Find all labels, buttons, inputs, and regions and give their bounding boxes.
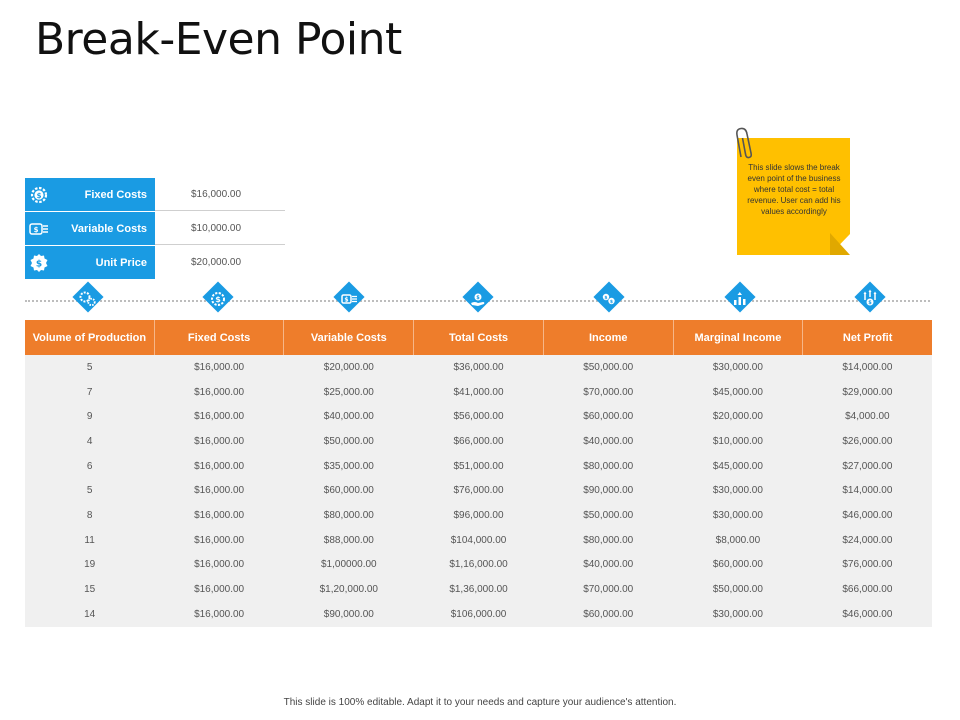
table-cell: $45,000.00 [673,380,803,405]
svg-text:$: $ [609,300,614,305]
table-cell: $16,000.00 [154,404,284,429]
table-cell: $50,000.00 [673,577,803,602]
table-cell: $90,000.00 [284,602,414,627]
table-cell: $16,000.00 [154,454,284,479]
table-row [25,355,932,380]
page-title: Break-Even Point [35,14,402,65]
table-cell: $50,000.00 [543,355,673,380]
summary-row-unit-price [25,246,285,280]
table-cell: $4,000.00 [803,404,932,429]
table-row [25,528,932,553]
sticky-note-fold [830,233,850,255]
table-cell: $60,000.00 [673,553,803,578]
table-cell: $36,000.00 [414,355,544,380]
table-cell: $90,000.00 [543,478,673,503]
hand-coin-icon [466,287,490,311]
table-cell: $16,000.00 [154,602,284,627]
summary-table [25,178,285,280]
table-header-row [25,320,932,355]
table-row [25,380,932,405]
table-row [25,577,932,602]
table-cell: 11 [25,528,154,553]
table-cell: $50,000.00 [284,429,414,454]
column-header: Volume of Production [25,320,154,355]
table-cell: $80,000.00 [284,503,414,528]
dollar-badge-icon [29,253,49,273]
table-cell: 5 [25,355,154,380]
table-cell: $50,000.00 [543,503,673,528]
svg-text:$: $ [215,295,221,304]
svg-text:$: $ [35,259,43,270]
column-header: Fixed Costs [154,320,284,355]
table-cell: $40,000.00 [543,429,673,454]
table-cell: 4 [25,429,154,454]
gear-dollar-icon [206,287,230,311]
table-cell: $25,000.00 [284,380,414,405]
column-header: Variable Costs [284,320,414,355]
table-row [25,553,932,578]
table-cell: $16,000.00 [154,503,284,528]
money-growth-icon [858,287,882,311]
table-cell: $60,000.00 [543,602,673,627]
column-header: Income [543,320,673,355]
table-cell: $88,000.00 [284,528,414,553]
svg-text:$: $ [36,192,42,200]
summary-row-variable-costs [25,212,285,246]
svg-text:$: $ [476,295,480,302]
summary-value: $10,000.00 [155,212,285,245]
table-cell: 19 [25,553,154,578]
table-cell: $70,000.00 [543,577,673,602]
table-cell: $66,000.00 [803,577,932,602]
table-cell: 5 [25,478,154,503]
table-row [25,478,932,503]
money-bill-icon [337,287,361,311]
summary-label: Fixed Costs [84,188,147,201]
gears-icon [76,287,100,311]
table-cell: 7 [25,380,154,405]
table-cell: $1,20,000.00 [284,577,414,602]
table-cell: $96,000.00 [414,503,544,528]
table-cell: $60,000.00 [543,404,673,429]
gear-dollar-icon [29,185,49,205]
table-cell: $1,16,000.00 [414,553,544,578]
svg-text:$: $ [604,296,608,301]
table-cell: $16,000.00 [154,355,284,380]
table-cell: 8 [25,503,154,528]
table-cell: $46,000.00 [803,503,932,528]
table-cell: $104,000.00 [414,528,544,553]
table-cell: $51,000.00 [414,454,544,479]
table-cell: 9 [25,404,154,429]
table-cell: $26,000.00 [803,429,932,454]
svg-text:$: $ [868,300,872,307]
table-cell: $16,000.00 [154,429,284,454]
table-cell: $10,000.00 [673,429,803,454]
table-cell: $16,000.00 [154,478,284,503]
table-cell: $56,000.00 [414,404,544,429]
table-cell: $41,000.00 [414,380,544,405]
table-cell: $40,000.00 [543,553,673,578]
table-cell: $30,000.00 [673,355,803,380]
table-row [25,429,932,454]
column-header: Net Profit [803,320,932,355]
column-header: Total Costs [414,320,544,355]
table-cell: $66,000.00 [414,429,544,454]
table-cell: $8,000.00 [673,528,803,553]
table-cell: $16,000.00 [154,577,284,602]
svg-text:$: $ [344,296,349,304]
table-cell: $30,000.00 [673,478,803,503]
table-cell: $60,000.00 [284,478,414,503]
table-cell: $14,000.00 [803,355,932,380]
table-row [25,404,932,429]
table-cell: $16,000.00 [154,380,284,405]
table-row [25,602,932,627]
table-cell: $24,000.00 [803,528,932,553]
table-cell: $106,000.00 [414,602,544,627]
table-cell: $29,000.00 [803,380,932,405]
table-cell: $76,000.00 [803,553,932,578]
table-row [25,503,932,528]
table-cell: $16,000.00 [154,528,284,553]
column-header: Marginal Income [673,320,803,355]
summary-row-fixed-costs [25,178,285,212]
summary-label: Unit Price [95,256,147,269]
table-cell: $20,000.00 [673,404,803,429]
table-cell: $1,00000.00 [284,553,414,578]
table-cell: $70,000.00 [543,380,673,405]
table-body [25,355,932,627]
table-cell: $80,000.00 [543,454,673,479]
table-cell: 6 [25,454,154,479]
table-cell: 15 [25,577,154,602]
growth-chart-icon [728,287,752,311]
table-row [25,454,932,479]
table-cell: $1,36,000.00 [414,577,544,602]
footer-text: This slide is 100% editable. Adapt it to your needs and capture your audience's attention. [283,697,677,708]
money-exchange-icon [597,287,621,311]
table-cell: $35,000.00 [284,454,414,479]
table-cell: $30,000.00 [673,602,803,627]
sticky-note-text: This slide slows the break even point of the business where total cost = total revenue. User can add his values accordingly [747,163,841,216]
coins-icon [29,219,49,239]
paperclip-icon [733,127,761,161]
table-cell: $80,000.00 [543,528,673,553]
table-cell: $27,000.00 [803,454,932,479]
table-cell: $45,000.00 [673,454,803,479]
table-cell: $46,000.00 [803,602,932,627]
break-even-table [25,320,932,627]
table-cell: $76,000.00 [414,478,544,503]
table-cell: $14,000.00 [803,478,932,503]
table-cell: $30,000.00 [673,503,803,528]
table-cell: 14 [25,602,154,627]
summary-value: $16,000.00 [155,178,285,211]
summary-value: $20,000.00 [191,257,242,268]
table-cell: $16,000.00 [154,553,284,578]
summary-label: Variable Costs [71,222,147,235]
table-cell: $20,000.00 [284,355,414,380]
svg-text:$: $ [33,226,39,234]
table-cell: $40,000.00 [284,404,414,429]
